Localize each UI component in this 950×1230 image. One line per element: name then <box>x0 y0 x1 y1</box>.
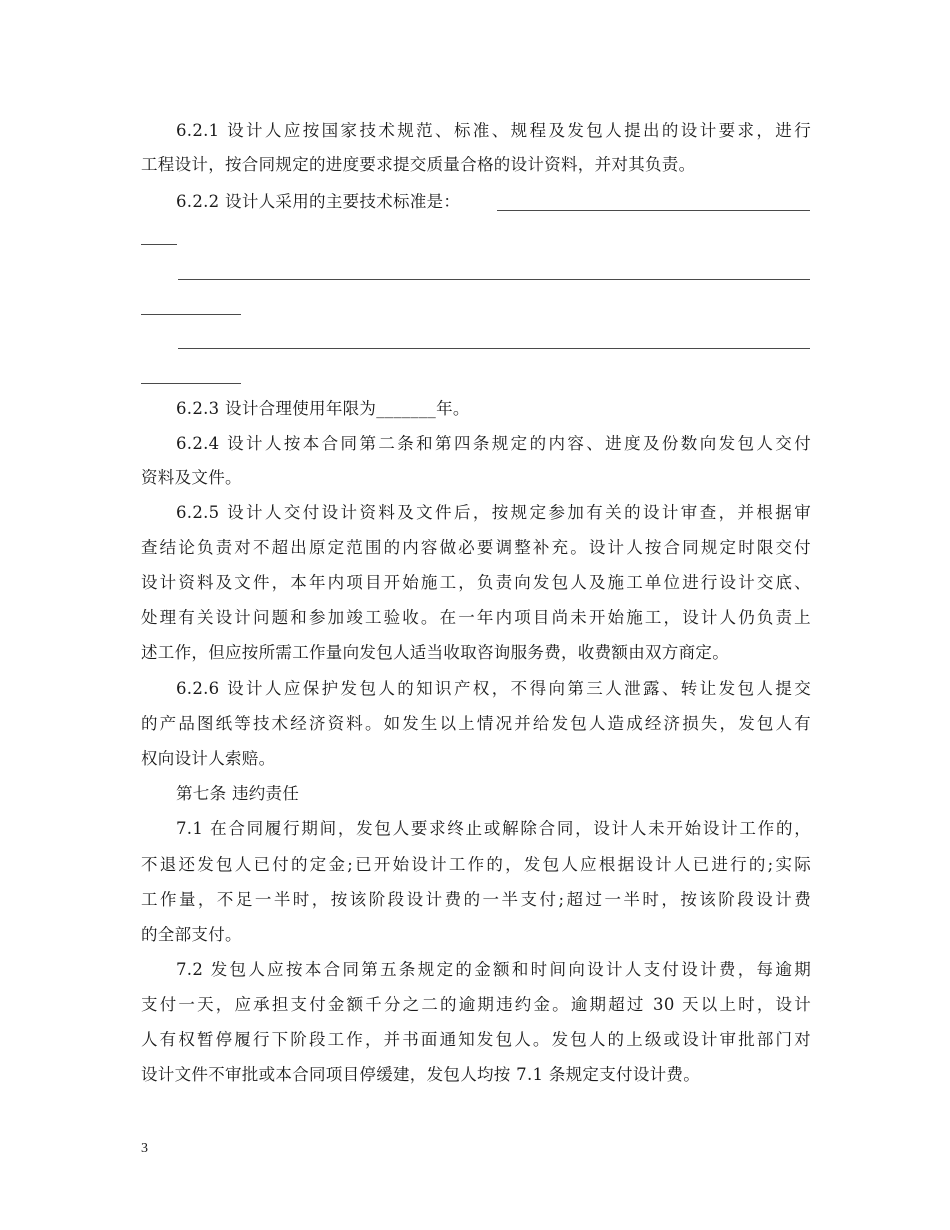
years-blank: _______ <box>376 399 437 418</box>
paragraph-6-2-3-prefix: 6.2.3 设计合理使用年限为 <box>176 399 377 418</box>
paragraph-6-2-4-line-1: 6.2.4 设计人按本合同第二条和第四条规定的内容、进度及份数向发包人交付 <box>176 434 811 453</box>
paragraph-7-1-line-2: 不退还发包人已付的定金;已开始设计工作的，发包人应根据设计人已进行的;实际 <box>141 855 811 874</box>
paragraph-6-2-6-line-2: 的产品图纸等技术经济资料。如发生以上情况并给发包人造成经济损失，发包人有 <box>141 714 811 733</box>
fill-in-blank-line <box>141 383 241 384</box>
paragraph-6-2-5-line-4: 处理有关设计问题和参加竣工验收。在一年内项目尚未开始施工，设计人仍负责上 <box>141 608 811 627</box>
page-number: 3 <box>141 1141 148 1156</box>
paragraph-6-2-6-line-1: 6.2.6 设计人应保护发包人的知识产权，不得向第三人泄露、转让发包人提交 <box>176 679 811 698</box>
paragraph-6-2-4-line-2: 资料及文件。 <box>141 468 242 487</box>
fill-in-blank-line <box>178 348 810 349</box>
paragraph-6-2-6-line-3: 权向设计人索赔。 <box>141 749 276 768</box>
article-7-title: 第七条 违约责任 <box>176 784 300 803</box>
fill-in-blank-line <box>497 210 810 211</box>
fill-in-blank-line <box>141 314 241 315</box>
paragraph-7-1-line-1: 7.1 在合同履行期间，发包人要求终止或解除合同，设计人未开始设计工作的， <box>176 819 811 838</box>
paragraph-6-2-5-line-5: 述工作，但应按所需工作量向发包人适当收取咨询服务费，收费额由双方商定。 <box>141 643 729 662</box>
paragraph-6-2-5-line-1: 6.2.5 设计人交付设计资料及文件后，按规定参加有关的设计审查，并根据审 <box>176 503 811 522</box>
paragraph-7-2-line-1: 7.2 发包人应按本合同第五条规定的金额和时间向设计人支付设计费，每逾期 <box>176 960 811 979</box>
paragraph-7-2-line-2: 支付一天，应承担支付金额千分之二的逾期违约金。逾期超过 30 天以上时，设计 <box>141 995 811 1014</box>
paragraph-7-2-line-4: 设计文件不审批或本合同项目停缓建，发包人均按 7.1 条规定支付设计费。 <box>141 1065 701 1084</box>
fill-in-blank-line <box>141 244 177 245</box>
paragraph-6-2-2-label: 6.2.2 设计人采用的主要技术标准是： <box>176 192 461 211</box>
paragraph-6-2-3-suffix: 年。 <box>436 399 470 418</box>
paragraph-7-1-line-4: 的全部支付。 <box>141 925 242 944</box>
paragraph-6-2-1-line-2: 工程设计，按合同规定的进度要求提交质量合格的设计资料，并对其负责。 <box>141 155 696 174</box>
paragraph-7-2-line-3: 人有权暂停履行下阶段工作，并书面通知发包人。发包人的上级或设计审批部门对 <box>141 1030 811 1049</box>
paragraph-6-2-5-line-3: 设计资料及文件，本年内项目开始施工，负责向发包人及施工单位进行设计交底、 <box>141 573 811 592</box>
paragraph-6-2-1-line-1: 6.2.1 设计人应按国家技术规范、标准、规程及发包人提出的设计要求，进行 <box>176 121 811 140</box>
fill-in-blank-line <box>178 279 810 280</box>
paragraph-6-2-3 <box>176 401 470 418</box>
paragraph-6-2-5-line-2: 查结论负责对不超出原定范围的内容做必要调整补充。设计人按合同规定时限交付 <box>141 538 811 557</box>
paragraph-7-1-line-3: 工作量，不足一半时，按该阶段设计费的一半支付;超过一半时，按该阶段设计费 <box>141 890 811 909</box>
